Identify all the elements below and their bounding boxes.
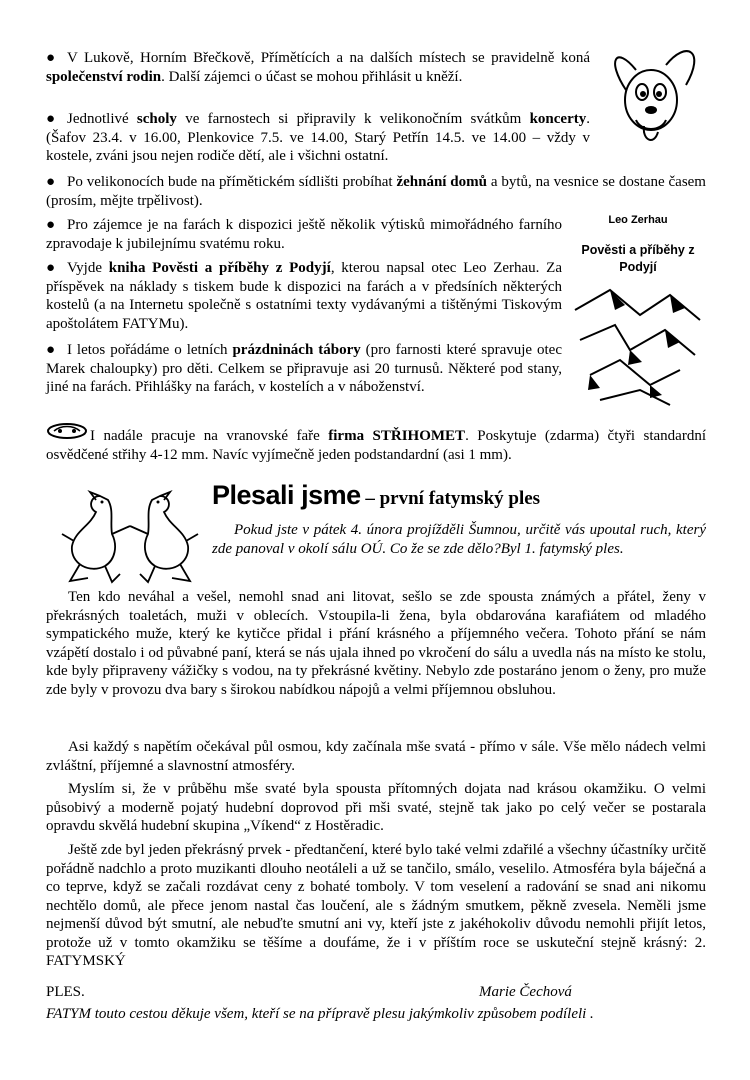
dog-cartoon-icon	[606, 40, 706, 150]
signature-line	[46, 983, 706, 1002]
announcement-1: ● V Lukově, Horním Břečkově, Přímětících a na dalších místech se pravidelně koná společenství rodin. Další zájemci o účast se mohou přihlásit u kněží.	[46, 50, 590, 85]
article-last-word: PLES.	[46, 984, 85, 1000]
bullet: ●	[46, 217, 56, 233]
article-paragraph-1: Ten kdo neváhal a vešel, nemohl snad ani litovat, sešlo se zde spousta známých a přátel, ženy v překrásných toaletách, muži v oblecích. Vstoupila-li žena, byla obdarována karafiátem od mladého sympatického muže, který ke kytičce přidal i přání krásného a příjemného večera. Tohoto přání se nám vzápětí dostalo i od půvabné paní, která se nás ujala ihned po vkročení do sálu a uvedla nás na místo ke stolu, kde byly připraveny vážičky s vodou, na ty překrásné květiny. Nebylo zde postaráno jenom o ženy, pro muže zde byly v provozu dva bary s širokou nabídkou nápojů a velmi příjemnou obsluhou.	[46, 589, 706, 698]
article-signature: Marie Čechová	[479, 984, 572, 1000]
book-title: Pověsti a příběhy z Podyjí	[581, 243, 695, 274]
article-paragraph-3: Myslím si, že v průběhu mše svaté byla spousta přítomných dojata nad krásou okamžiku. O velmi působivý a moderně pojatý hudební doprovod při mši svaté, stejně tak jako po celý večer se postarala opravdu skvělá hudební skupina „Víkend“ z Hostěradic.	[46, 781, 706, 834]
article-paragraph-2: Asi každý s napětím očekával půl osmou, kdy začínala mše svatá - přímo v sále. Vše mělo nádech velmi zvláštní, příjemné a slavnostní atmosféry.	[46, 739, 706, 774]
bullet: ●	[46, 260, 56, 276]
thanks-note: FATYM touto cestou děkuje všem, kteří se na přípravě plesu jakýmkoliv způsobem podíleli .	[46, 1006, 594, 1022]
article-title: Plesali jsme – první fatymský ples	[212, 480, 541, 510]
book-illustration-icon	[570, 280, 706, 410]
strihomet-announcement: I nadále pracuje na vranovské faře firma STŘIHOMET. Poskytuje (zdarma) čtyři standardní osvědčené střihy 4-12 mm. Navíc vyjímečně jeden podstandardní (asi 1 mm).	[46, 428, 706, 463]
bullet: ●	[46, 174, 56, 190]
book-author: Leo Zerhau	[608, 214, 668, 226]
dancing-geese-icon	[60, 486, 200, 586]
announcement-3: ● Po velikonocích bude na přímětickém sídlišti probíhat žehnání domů a bytů, na vesnice se dostane časem (prosím, mějte trpělivost).	[46, 174, 706, 209]
bullet: ●	[46, 111, 56, 127]
bullet: ●	[46, 342, 56, 358]
announcement-5: ● Vyjde kniha Pověsti a příběhy z Podyjí, kterou napsal otec Leo Zerhau. Za příspěvek na náklady s tiskem bude k dispozici na farách a v předsíních některých kostelů (a na Internetu společně s ostatními texty vydávanými a tištěnými Tiskovým apoštolátem FATYMu).	[46, 260, 562, 332]
article-paragraph-4: Ještě zde byl jeden překrásný prvek - předtančení, které bylo také velmi zdařilé a všechny účastníky určitě pořádně nadchlo a proto muzikanti dlouho neotáleli a už se tančilo, smálo, veselilo. Atmosféra byla báječná a co teprve, když se začali rozdávat ceny z bohaté tomboly. V tom veselení a radování se snad ani nikomu nechtělo domů, ale přece jenom nastal čas loučení, ale s žádným smutkem, pěkně zvesela. Neměli jsme nejmenší důvod být smutní, ale nebuďte smutní ani vy, kteří jste z jakéhokoliv důvodu nemohli přijít letos, protože už v tomto okamžiku se těšíme a doufáme, že i v příštím roce se uskuteční stejně krásný: 2. FATYMSKÝ	[46, 842, 706, 969]
article-subtitle: – první fatymský ples	[360, 488, 541, 509]
bullet: ●	[46, 50, 56, 66]
announcement-2: ● Jednotlivé scholy ve farnostech si připravily k velikonočním svátkům koncerty. (Šafov 23.4. v 16.00, Plenkovice 7.5. ve 14.00, Starý Petřín 14.5. ve 14.00 – vždy v kostele, zváni jsou nejen rodiče dětí, ale i všichni ostatní.	[46, 111, 590, 164]
announcement-6: ● I letos pořádáme o letních prázdninách tábory (pro farnosti které spravuje otec Marek chaloupky) pro děti. Celkem se připravuje asi 20 turnusů. Některé pod stany, jiné na farách. Přihlášky na farách, v kostelích a v náboženství.	[46, 342, 562, 395]
article-intro: Pokud jste v pátek 4. února projížděli Šumnou, určitě vás upoutal ruch, který zde panoval v okolí sálu OÚ. Co že se zde dělo?Byl 1. fatymský ples.	[212, 522, 706, 557]
announcement-4: ● Pro zájemce je na farách k dispozici ještě několik výtisků mimořádného farního zpravodaje k jubilejnímu svatému roku.	[46, 217, 562, 252]
book-cover	[570, 200, 706, 410]
